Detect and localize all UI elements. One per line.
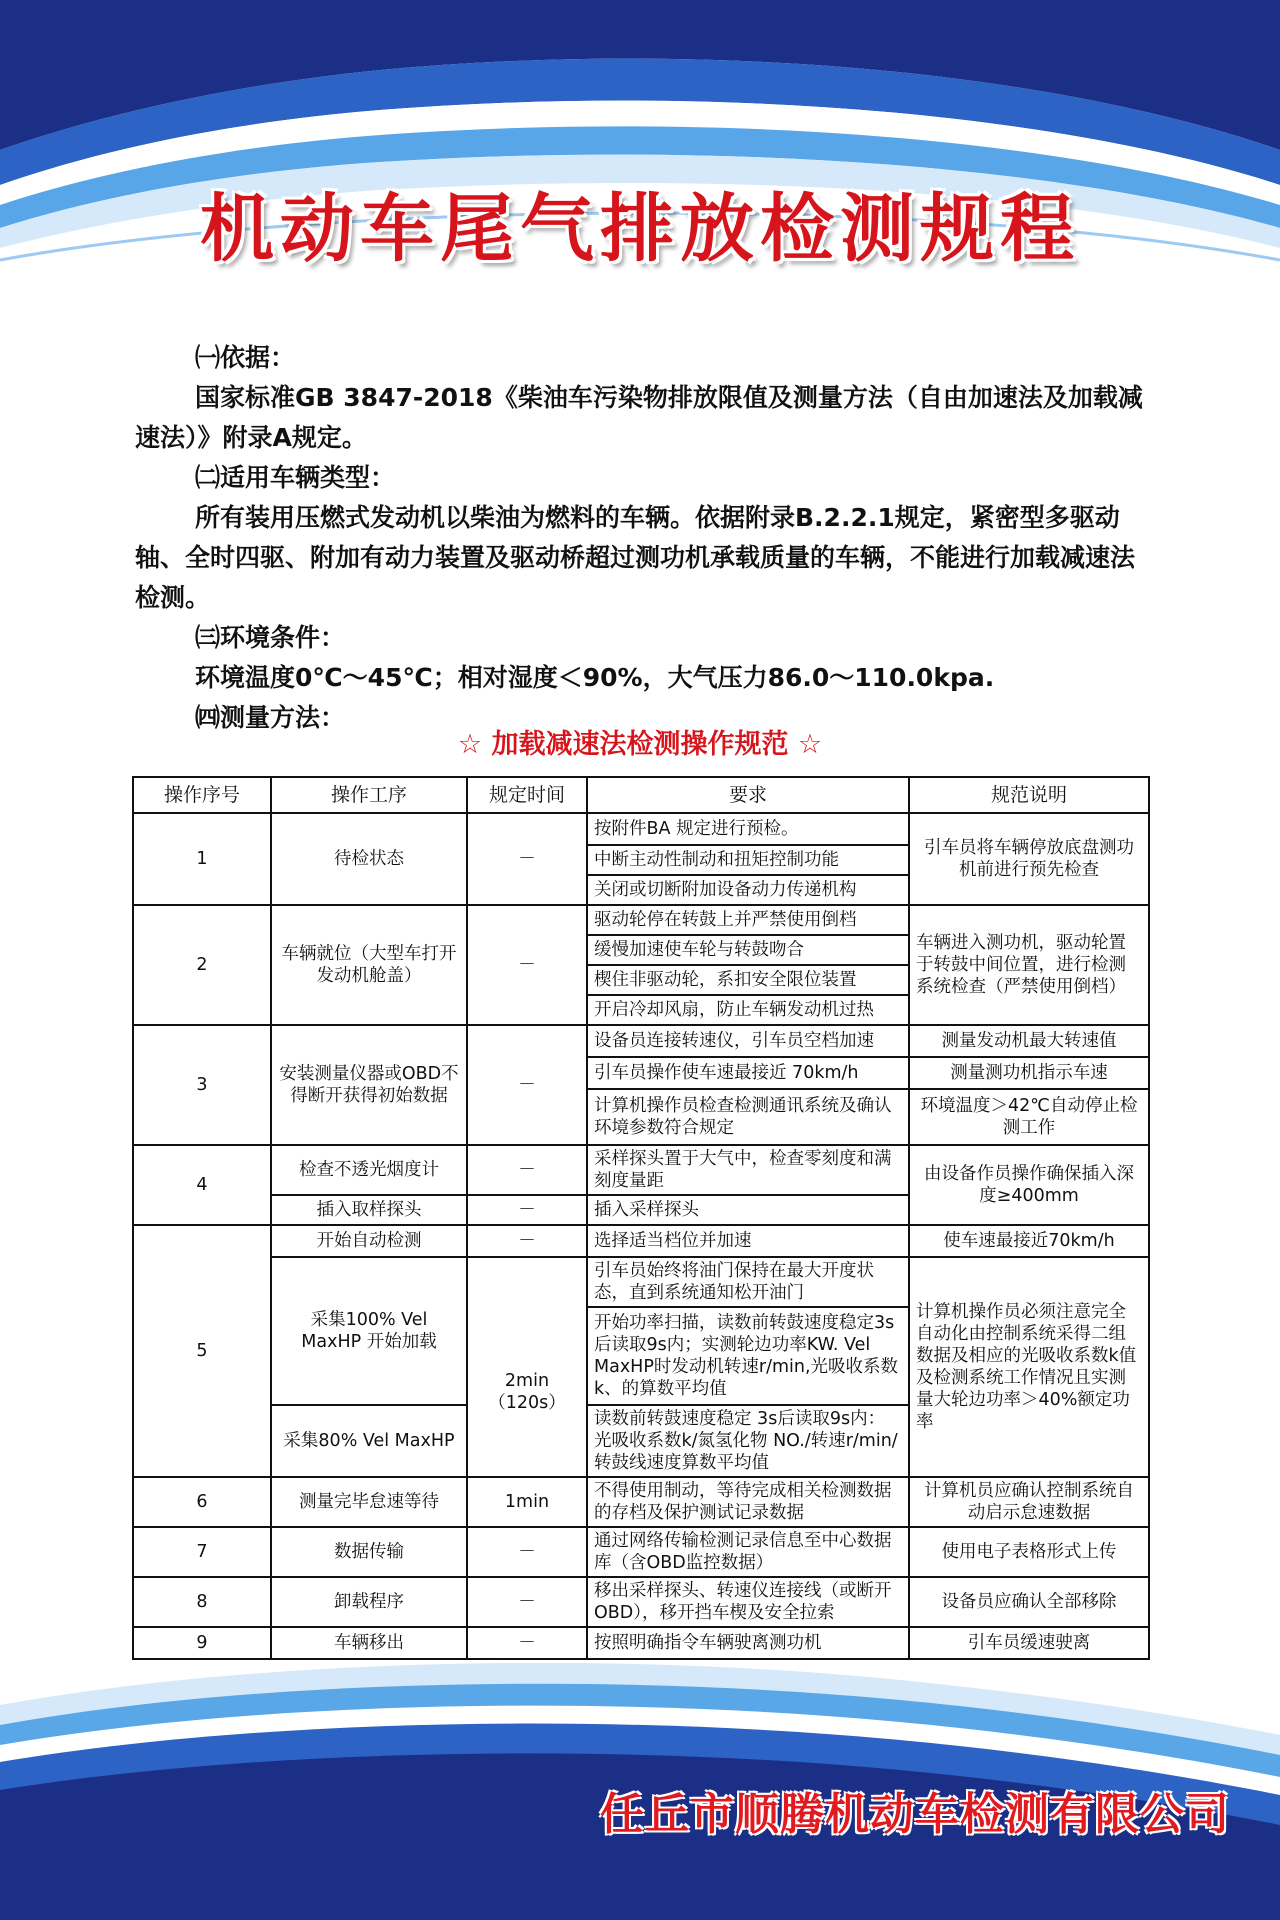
procedure-cell: 数据传输 bbox=[271, 1527, 467, 1577]
note-cell: 计算机员应确认控制系统自动启示怠速数据 bbox=[909, 1477, 1149, 1527]
header-time: 规定时间 bbox=[467, 777, 587, 813]
step-no: 4 bbox=[133, 1145, 271, 1225]
requirement-cell: 采样探头置于大气中，检查零刻度和满刻度量距 bbox=[587, 1145, 909, 1195]
note-cell: 测量测功机指示车速 bbox=[909, 1057, 1149, 1089]
procedure-cell: 车辆就位（大型车打开发动机舱盖） bbox=[271, 905, 467, 1025]
note-cell: 使车速最接近70km/h bbox=[909, 1225, 1149, 1257]
section-heading-basis: ㈠依据： bbox=[195, 343, 296, 372]
requirement-cell: 不得使用制动，等待完成相关检测数据的存档及保护测试记录数据 bbox=[587, 1477, 909, 1527]
section-body-environment: 环境温度0℃～45℃；相对湿度＜90%，大气压力86.0～110.0kpa. bbox=[195, 663, 995, 692]
time-cell: 1min bbox=[467, 1477, 587, 1527]
section-heading-vehicle-types: ㈡适用车辆类型： bbox=[195, 463, 396, 492]
time-cell: － bbox=[467, 1577, 587, 1627]
page-title: 机动车尾气排放检测规程 bbox=[200, 186, 1080, 272]
table-row bbox=[133, 813, 1149, 845]
requirement-cell: 驱动轮停在转鼓上并严禁使用倒档 bbox=[587, 905, 909, 935]
note-cell: 车辆进入测功机，驱动轮置于转鼓中间位置，进行检测系统检查（严禁使用倒档） bbox=[909, 905, 1149, 1025]
requirement-cell: 移出采样探头、转速仪连接线（或断开OBD），移开挡车楔及安全拉索 bbox=[587, 1577, 909, 1627]
procedure-cell: 测量完毕怠速等待 bbox=[271, 1477, 467, 1527]
note-cell: 测量发动机最大转速值 bbox=[909, 1025, 1149, 1057]
section-body-basis: 国家标准GB 3847-2018《柴油车污染物排放限值及测量方法（自由加速法及加载减速法）》附录A规定。 bbox=[135, 383, 1143, 452]
requirement-cell: 插入采样探头 bbox=[587, 1195, 909, 1225]
time-cell: － bbox=[467, 1225, 587, 1257]
procedure-cell: 检查不透光烟度计 bbox=[271, 1145, 467, 1195]
section-body-vehicle-types: 所有装用压燃式发动机以柴油为燃料的车辆。依据附录B.2.2.1规定，紧密型多驱动轴、全时四驱、附加有动力装置及驱动桥超过测功机承载质量的车辆，不能进行加载减速法检测。 bbox=[135, 503, 1136, 612]
procedure-cell: 采集100% Vel MaxHP 开始加载 bbox=[271, 1257, 467, 1405]
section-heading-method: ㈣测量方法： bbox=[195, 703, 346, 732]
requirement-cell: 按照明确指令车辆驶离测功机 bbox=[587, 1627, 909, 1659]
time-cell: － bbox=[467, 905, 587, 1025]
note-cell: 引车员将车辆停放底盘测功机前进行预先检查 bbox=[909, 813, 1149, 905]
header-requirement: 要求 bbox=[587, 777, 909, 813]
requirement-cell: 关闭或切断附加设备动力传递机构 bbox=[587, 875, 909, 905]
table-row bbox=[133, 1257, 1149, 1307]
requirement-cell: 设备员连接转速仪，引车员空档加速 bbox=[587, 1025, 909, 1057]
intro-text bbox=[135, 338, 1155, 738]
procedure-cell: 采集80% Vel MaxHP bbox=[271, 1405, 467, 1477]
time-cell: － bbox=[467, 1627, 587, 1659]
table-header-row bbox=[133, 777, 1149, 813]
table-row bbox=[133, 1527, 1149, 1577]
requirement-cell: 引车员始终将油门保持在最大开度状态，直到系统通知松开油门 bbox=[587, 1257, 909, 1307]
requirement-cell: 楔住非驱动轮，系扣安全限位装置 bbox=[587, 965, 909, 995]
table-row bbox=[133, 1225, 1149, 1257]
table-row bbox=[133, 1025, 1149, 1057]
requirement-cell: 缓慢加速使车轮与转鼓吻合 bbox=[587, 935, 909, 965]
table-row bbox=[133, 1145, 1149, 1195]
requirement-cell: 开始功率扫描，读数前转鼓速度稳定3s后读取9s内；实测轮边功率KW. Vel MaxHP时发动机转速r/min,光吸收系数k、的算数平均值 bbox=[587, 1307, 909, 1405]
table-row bbox=[133, 1577, 1149, 1627]
time-cell: － bbox=[467, 1195, 587, 1225]
company-name: 任丘市顺腾机动车检测有限公司 bbox=[600, 1789, 1230, 1840]
header-step-no: 操作序号 bbox=[133, 777, 271, 813]
time-cell: － bbox=[467, 1025, 587, 1145]
section-heading-environment: ㈢环境条件： bbox=[195, 623, 346, 652]
note-cell: 由设备作员操作确保插入深度≥400mm bbox=[909, 1145, 1149, 1225]
note-cell: 环境温度＞42℃自动停止检测工作 bbox=[909, 1089, 1149, 1145]
procedure-table bbox=[132, 776, 1150, 1660]
note-cell: 引车员缓速驶离 bbox=[909, 1627, 1149, 1659]
requirement-cell: 中断主动性制动和扭矩控制功能 bbox=[587, 845, 909, 875]
time-cell: － bbox=[467, 813, 587, 905]
step-no: 5 bbox=[133, 1225, 271, 1477]
step-no: 3 bbox=[133, 1025, 271, 1145]
time-cell-blank bbox=[467, 1257, 587, 1307]
requirement-cell: 读数前转鼓速度稳定 3s后读取9s内：光吸收系数k/氮氢化物 NO./转速r/min/转鼓线速度算数平均值 bbox=[587, 1405, 909, 1477]
requirement-cell: 引车员操作使车速最接近 70km/h bbox=[587, 1057, 909, 1089]
note-cell: 计算机操作员必须注意完全自动化由控制系统采得二组数据及相应的光吸收系数k值及检测系统工作情况且实测量大轮边功率＞40%额定功率 bbox=[909, 1257, 1149, 1477]
step-no: 1 bbox=[133, 813, 271, 905]
requirement-cell: 按附件BA 规定进行预检。 bbox=[587, 813, 909, 845]
procedure-cell: 卸载程序 bbox=[271, 1577, 467, 1627]
note-cell: 设备员应确认全部移除 bbox=[909, 1577, 1149, 1627]
requirement-cell: 选择适当档位并加速 bbox=[587, 1225, 909, 1257]
table-row bbox=[133, 905, 1149, 935]
procedure-cell: 插入取样探头 bbox=[271, 1195, 467, 1225]
note-cell: 使用电子表格形式上传 bbox=[909, 1527, 1149, 1577]
time-cell: － bbox=[467, 1145, 587, 1195]
procedure-cell: 开始自动检测 bbox=[271, 1225, 467, 1257]
step-no: 2 bbox=[133, 905, 271, 1025]
requirement-cell: 开启冷却风扇，防止车辆发动机过热 bbox=[587, 995, 909, 1025]
step-no: 9 bbox=[133, 1627, 271, 1659]
header-note: 规范说明 bbox=[909, 777, 1149, 813]
procedure-cell: 待检状态 bbox=[271, 813, 467, 905]
table-row bbox=[133, 1477, 1149, 1527]
procedure-cell: 安装测量仪器或OBD不得断开获得初始数据 bbox=[271, 1025, 467, 1145]
table-title: ☆ 加载减速法检测操作规范 ☆ bbox=[457, 729, 823, 760]
header-procedure: 操作工序 bbox=[271, 777, 467, 813]
step-no: 7 bbox=[133, 1527, 271, 1577]
step-no: 8 bbox=[133, 1577, 271, 1627]
time-cell: 2min（120s） bbox=[467, 1307, 587, 1477]
requirement-cell: 计算机操作员检查检测通讯系统及确认环境参数符合规定 bbox=[587, 1089, 909, 1145]
procedure-cell: 车辆移出 bbox=[271, 1627, 467, 1659]
time-cell: － bbox=[467, 1527, 587, 1577]
requirement-cell: 通过网络传输检测记录信息至中心数据库（含OBD监控数据） bbox=[587, 1527, 909, 1577]
table-row bbox=[133, 1627, 1149, 1659]
step-no: 6 bbox=[133, 1477, 271, 1527]
